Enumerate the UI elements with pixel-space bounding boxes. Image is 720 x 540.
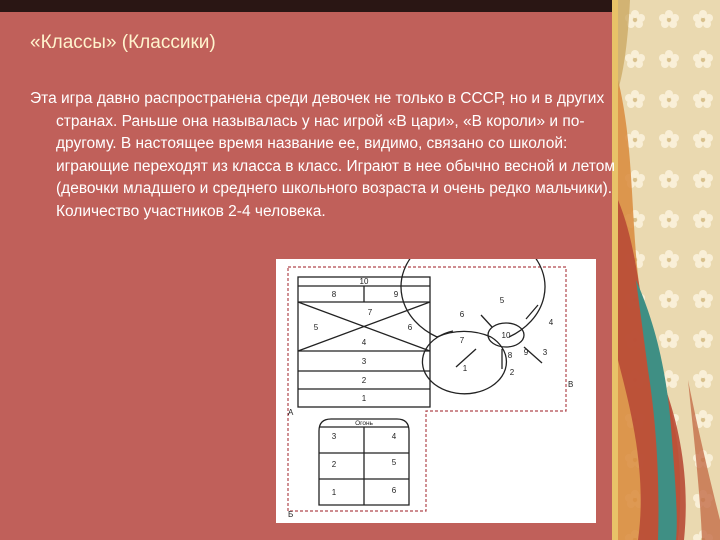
- spiral-cell: 3: [542, 348, 548, 357]
- slide-title: «Классы» (Классики): [30, 32, 216, 53]
- spiral-cell: 10: [501, 331, 511, 340]
- grid-bottom-cell: 1: [331, 488, 337, 497]
- grid-bottom-cell: 6: [391, 486, 397, 495]
- grid-a-cell: 7: [367, 308, 373, 317]
- spiral-b: [401, 259, 545, 394]
- grid-a-cell: 2: [361, 376, 367, 385]
- grid-a-cell: 8: [331, 290, 337, 299]
- spiral-b-letter: В: [568, 380, 574, 389]
- grid-a-cell: 10: [359, 277, 369, 286]
- grid-a-letter: А: [288, 408, 294, 417]
- spiral-cell: 5: [499, 296, 505, 305]
- hopscotch-diagram-svg: [276, 259, 596, 523]
- spiral-cell: 4: [548, 318, 554, 327]
- grid-bottom-cell: 2: [331, 460, 337, 469]
- grid-a-cell: 4: [361, 338, 367, 347]
- spiral-cell: 2: [509, 368, 515, 377]
- decorative-ornament: [618, 0, 720, 540]
- grid-bottom-cell: 5: [391, 458, 397, 467]
- spiral-cell: 9: [523, 348, 529, 357]
- grid-a-cell: 6: [407, 323, 413, 332]
- spiral-cell: 7: [459, 336, 465, 345]
- spiral-cell: 6: [459, 310, 465, 319]
- spiral-cell: 1: [462, 364, 468, 373]
- grid-a-cell: 5: [313, 323, 319, 332]
- grid-bottom-cell: 3: [331, 432, 337, 441]
- grid-bottom-header: Огонь: [355, 420, 373, 427]
- grid-a-cell: 9: [393, 290, 399, 299]
- top-bar: [0, 0, 618, 12]
- ornament-graphic: [618, 0, 720, 540]
- grid-bottom-letter: Б: [288, 510, 294, 519]
- grid-bottom-cell: 4: [391, 432, 397, 441]
- spiral-cell: 8: [507, 351, 513, 360]
- grid-a-cell: 1: [361, 394, 367, 403]
- grid-a-cell: 3: [361, 357, 367, 366]
- slide-body-text: Эта игра давно распространена среди девочек не только в СССР, но и в других странах. Раньше она называлась у нас игрой «В цари», «В короли» и по-другому. В настоящее время название ее, видимо, связано со школой: играющие переходят из класса в класс. Играют в нее обычно весной и летом (девочки младшего и среднего школьного возраста и очень редко мальчики). Количество участников 2-4 человека.: [30, 90, 615, 220]
- hopscotch-diagram: [276, 259, 596, 523]
